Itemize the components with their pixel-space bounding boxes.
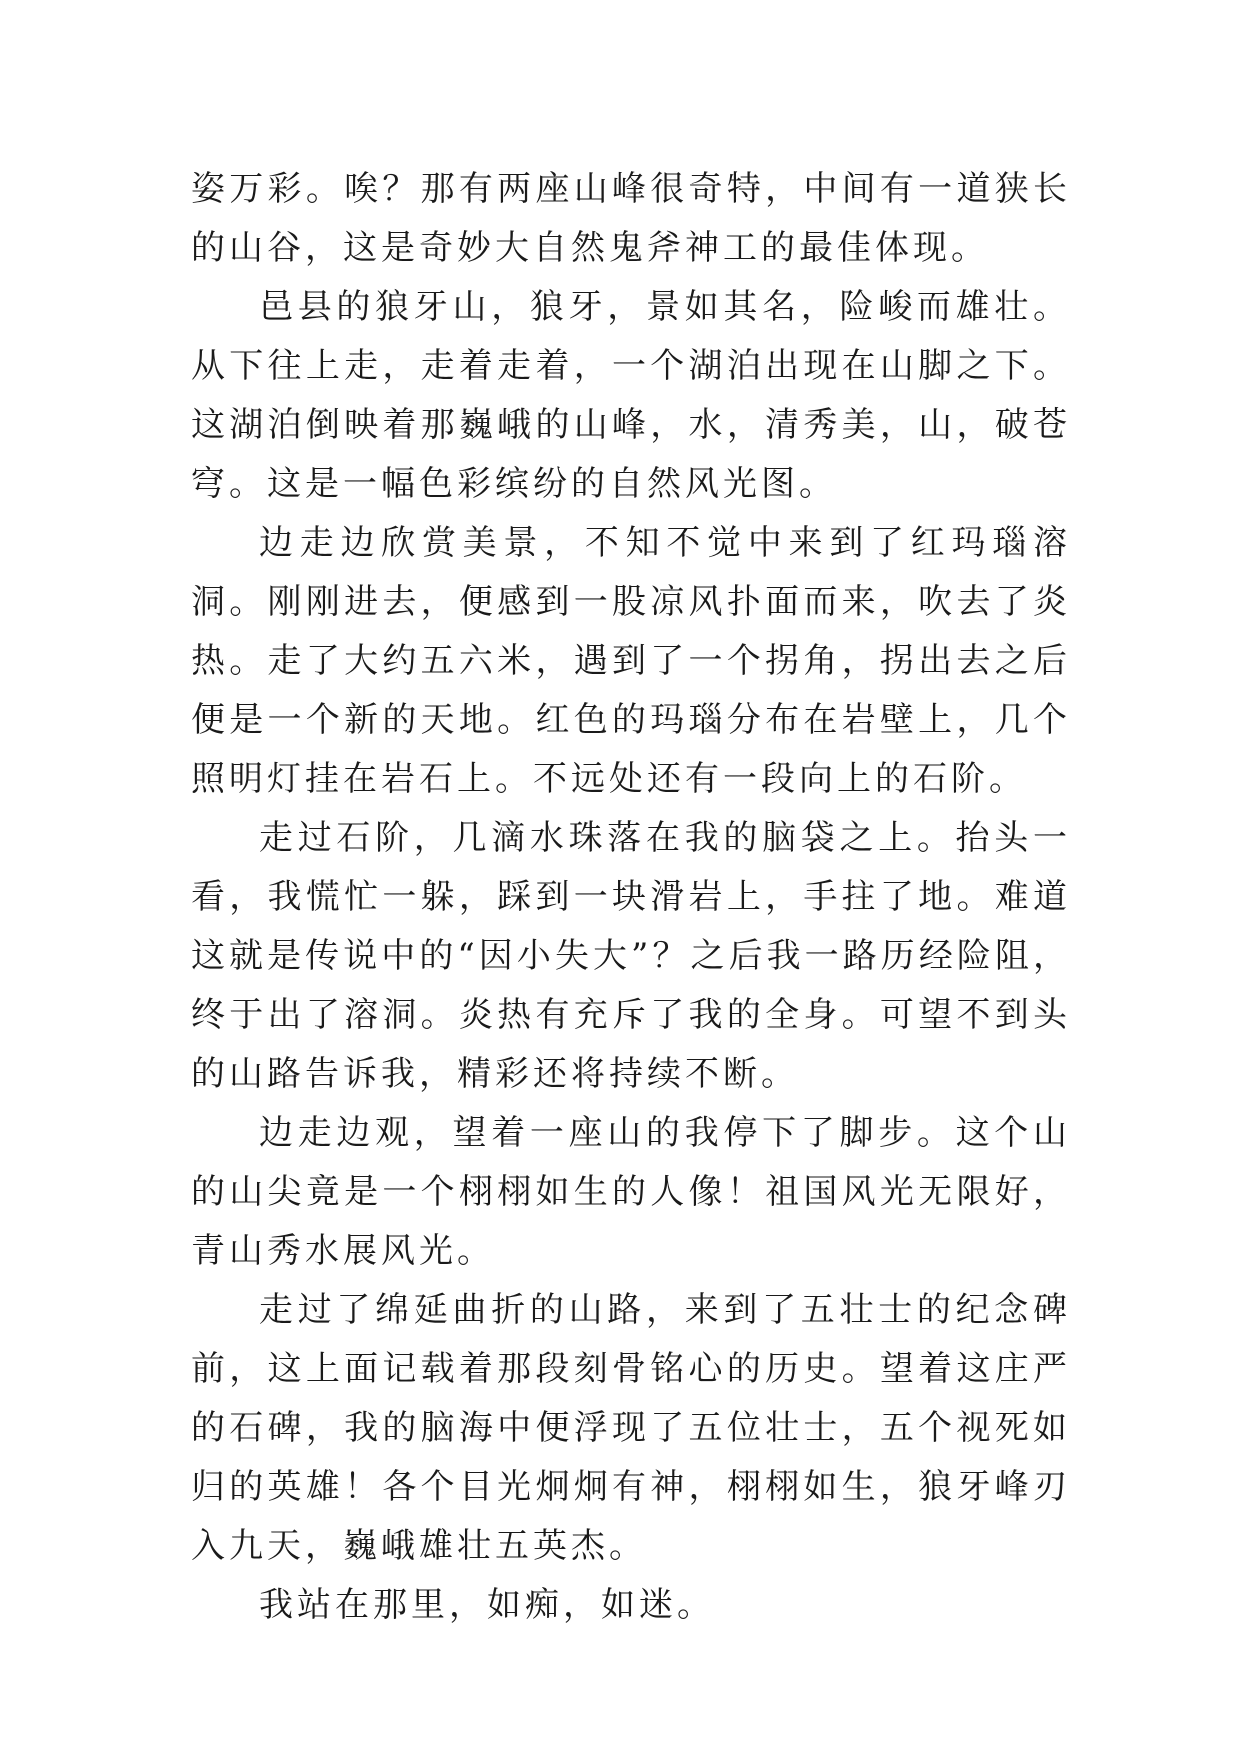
paragraph: 邑县的狼牙山，狼牙，景如其名，险峻而雄壮。从下往上走，走着走着，一个湖泊出现在山脚之下。这湖泊倒映着那巍峨的山峰，水，清秀美，山，破苍穹。这是一幅色彩缤纷的自然风光图。 — [191, 287, 1071, 504]
paragraph: 走过了绵延曲折的山路，来到了五壮士的纪念碑前，这上面记载着那段刻骨铭心的历史。望着这庄严的石碑，我的脑海中便浮现了五位壮士，五个视死如归的英雄！各个目光炯炯有神，栩栩如生，狼牙峰刃入九天，巍峨雄壮五英杰。 — [191, 1290, 1071, 1566]
paragraph: 走过石阶，几滴水珠落在我的脑袋之上。抬头一看，我慌忙一躲，踩到一块滑岩上，手拄了地。难道这就是传说中的“因小失大”？之后我一路历经险阻，终于出了溶洞。炎热有充斥了我的全身。可望不到头的山路告诉我，精彩还将持续不断。 — [191, 818, 1071, 1094]
paragraph-final: 我站在那里，如痴，如迷。 — [259, 1585, 715, 1625]
paragraph: 边走边观，望着一座山的我停下了脚步。这个山的山尖竟是一个栩栩如生的人像！祖国风光无限好，青山秀水展风光。 — [191, 1113, 1071, 1271]
paragraph: 边走边欣赏美景，不知不觉中来到了红玛瑙溶洞。刚刚进去，便感到一股凉风扑面而来，吹去了炎热。走了大约五六米，遇到了一个拐角，拐出去之后便是一个新的天地。红色的玛瑙分布在岩壁上，几个照明灯挂在岩石上。不远处还有一段向上的石阶。 — [191, 523, 1071, 799]
essay-body — [191, 160, 1071, 1635]
paragraph-continued: 姿万彩。唉？那有两座山峰很奇特，中间有一道狭长的山谷，这是奇妙大自然鬼斧神工的最佳体现。 — [191, 169, 1071, 268]
